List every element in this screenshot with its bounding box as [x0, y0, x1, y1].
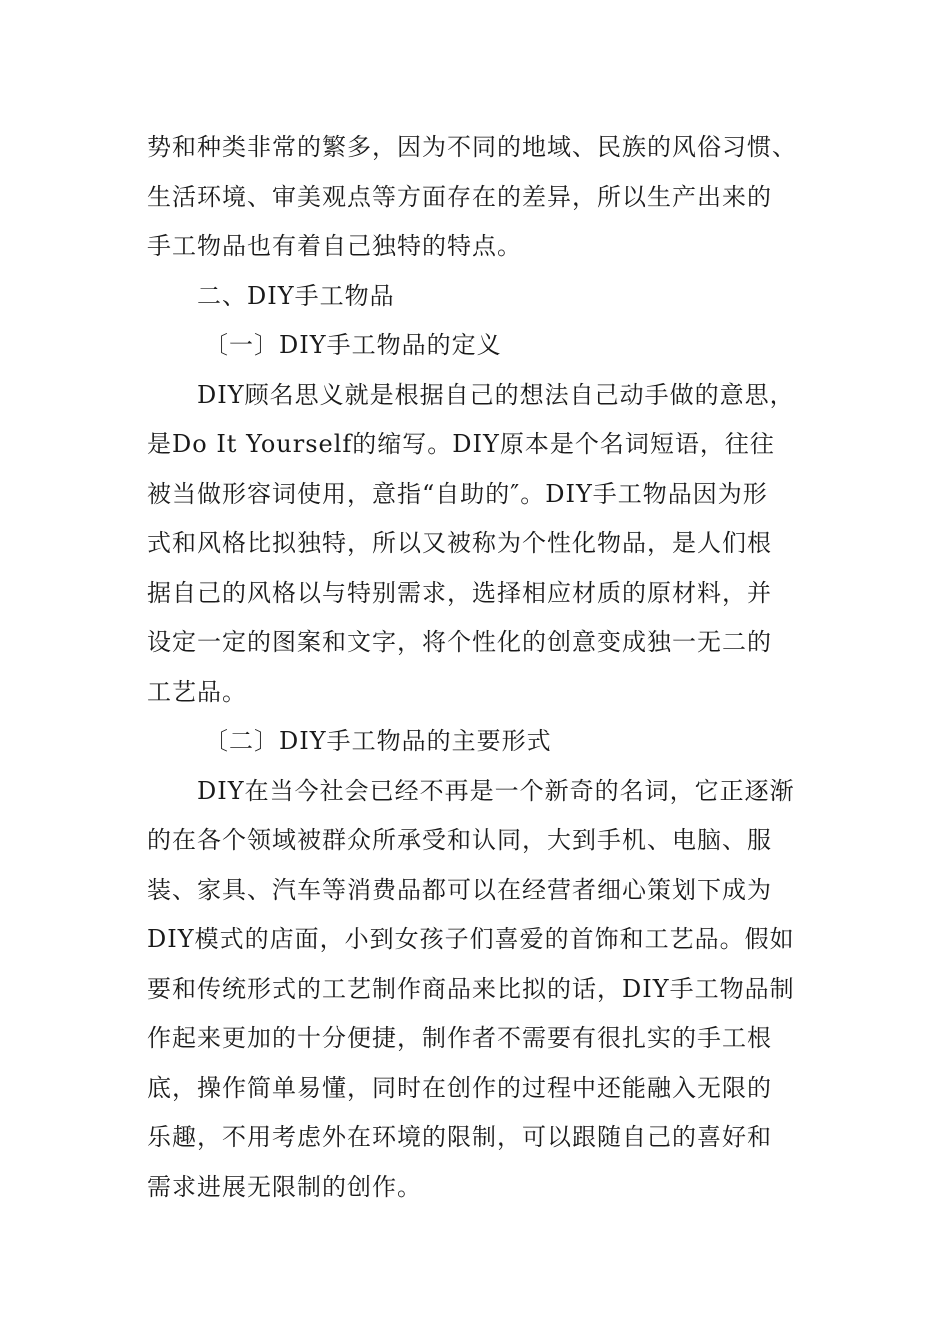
text-line: 据自己的风格以与特别需求，选择相应材质的原材料，并 — [147, 578, 772, 607]
text-line: 作起来更加的十分便捷，制作者不需要有很扎实的手工根 — [147, 1024, 772, 1052]
text-line: 工艺品。 — [147, 677, 247, 706]
text-line: 设定一定的图案和文字，将个性化的创意变成独一无二的 — [147, 628, 772, 656]
paragraph-continued — [147, 123, 807, 272]
text-line: DIY模式的店面，小到女孩子们喜爱的首饰和工艺品。假如 — [147, 925, 795, 953]
section-heading: 二、DIY手工物品 — [197, 281, 395, 310]
text-line: 势和种类非常的繁多，因为不同的地域、民族的风俗习惯、 — [147, 133, 797, 161]
document-body — [147, 123, 807, 1212]
text-line: DIY顾名思义就是根据自己的想法自己动手做的意思， — [197, 380, 795, 409]
text-line: 底，操作简单易懂，同时在创作的过程中还能融入无限的 — [147, 1073, 772, 1102]
paragraph-forms — [147, 767, 807, 1213]
subsection-heading-forms: 〔二〕DIY手工物品的主要形式 — [204, 727, 552, 755]
paragraph-definition — [147, 371, 807, 718]
subsection-heading-definition: 〔一〕DIY手工物品的定义 — [204, 331, 502, 359]
text-line: 装、家具、汽车等消费品都可以在经营者细心策划下成为 — [147, 875, 772, 904]
text-line: DIY在当今社会已经不再是一个新奇的名词，它正逐渐 — [197, 776, 795, 805]
text-line: 手工物品也有着自己独特的特点。 — [147, 232, 522, 260]
text-line: 生活环境、审美观点等方面存在的差异，所以生产出来的 — [147, 182, 772, 211]
text-line: 被当做形容词使用，意指“自助的″。DIY手工物品因为形 — [147, 479, 768, 508]
text-line: 的在各个领域被群众所承受和认同，大到手机、电脑、服 — [147, 826, 772, 854]
text-line: 需求进展无限制的创作。 — [147, 1172, 422, 1201]
text-line: 式和风格比拟独特，所以又被称为个性化物品，是人们根 — [147, 529, 772, 557]
text-line: 要和传统形式的工艺制作商品来比拟的话，DIY手工物品制 — [147, 974, 795, 1003]
text-line: 乐趣，不用考虑外在环境的限制，可以跟随自己的喜好和 — [147, 1123, 772, 1151]
text-line: 是Do It Yourself的缩写。DIY原本是个名词短语，往往 — [147, 430, 775, 458]
